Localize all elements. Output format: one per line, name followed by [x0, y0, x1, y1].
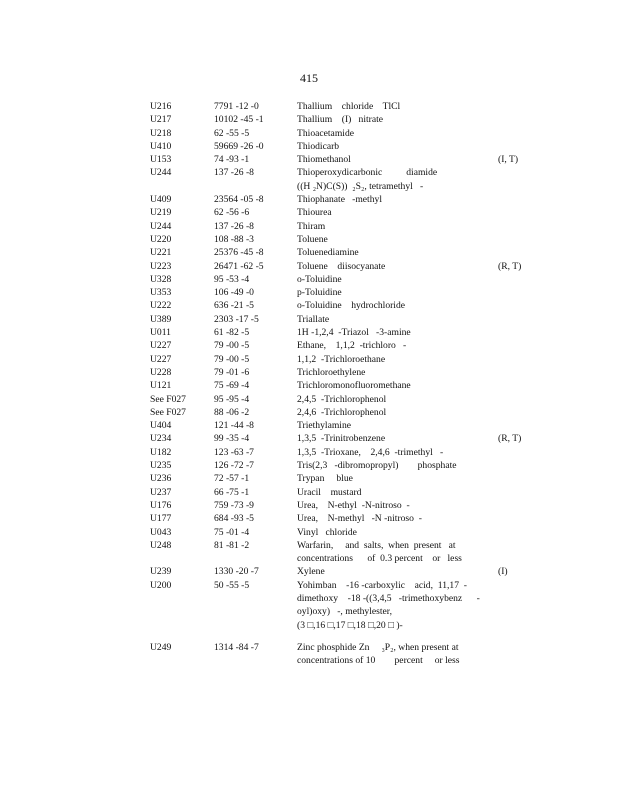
substance-name: [297, 100, 485, 113]
table-row: [0, 127, 618, 140]
substance-name-line: Thioperoxydicarbonic diamide: [297, 167, 438, 179]
substance-name: [297, 127, 485, 140]
waste-code: U328: [150, 273, 172, 285]
waste-code: U249: [150, 641, 172, 653]
table-row: [0, 446, 618, 459]
substance-name-line: concentrations of 0.3 percent or less: [297, 553, 462, 565]
waste-code: U217: [150, 114, 172, 126]
cas-number: 137 -26 -8: [214, 167, 254, 179]
table-row: [0, 526, 618, 539]
waste-code: U220: [150, 233, 172, 245]
table-row: [0, 260, 618, 273]
cas-number: 95 -53 -4: [214, 273, 250, 285]
table-row: [0, 113, 618, 126]
table-row: [0, 393, 618, 406]
substance-name: [297, 206, 485, 219]
substance-name-line: Thallium chloride TlCl: [297, 101, 401, 112]
substance-name-line: Yohimban -16 -carboxylic acid, 11,17 -: [297, 579, 467, 591]
waste-code: U236: [150, 473, 172, 485]
table-row: [0, 379, 618, 392]
waste-code: U235: [150, 460, 172, 472]
waste-code: U227: [150, 340, 172, 352]
substance-name-line: 2,4,6 -Trichlorophenol: [297, 406, 387, 418]
cas-number: 66 -75 -1: [214, 486, 250, 498]
substance-name: [297, 419, 485, 432]
substance-name-line: 2,4,5 -Trichlorophenol: [297, 393, 387, 405]
cas-number: 759 -73 -9: [214, 499, 254, 511]
substance-name: [297, 526, 485, 539]
cas-number: 23564 -05 -8: [214, 194, 264, 206]
waste-code: U228: [150, 366, 172, 378]
cas-number: 88 -06 -2: [214, 406, 250, 418]
waste-code: See F027: [150, 406, 186, 418]
substance-name: [297, 565, 485, 578]
table-row: [0, 486, 618, 499]
table-row: [0, 246, 618, 259]
substance-name-line: Trypan blue: [297, 473, 353, 485]
waste-code: U177: [150, 513, 172, 525]
waste-code: See F027: [150, 393, 186, 405]
substance-name: [297, 353, 485, 366]
cas-number: 59669 -26 -0: [214, 140, 264, 152]
substance-name-line: 1,3,5 -Trinitrobenzene: [297, 433, 386, 445]
substance-name: [297, 393, 485, 406]
substance-name-line: concentrations of 10 percent or less: [297, 655, 460, 667]
cas-number: 121 -44 -8: [214, 420, 254, 432]
waste-code: U353: [150, 287, 172, 299]
substance-name: [297, 273, 485, 286]
cas-number: 81 -81 -2: [214, 539, 250, 551]
substance-name-line: Thallium (I) nitrate: [297, 114, 384, 126]
table-row: [0, 353, 618, 366]
substance-name-line: Uracil mustard: [297, 486, 362, 498]
table-row: [0, 206, 618, 219]
substance-name: [297, 432, 485, 445]
cas-number: 79 -00 -5: [214, 340, 250, 352]
substance-name-line: 1,3,5 -Trioxane, 2,4,6 -trimethyl -: [297, 446, 444, 458]
substance-name-line: Triethylamine: [297, 420, 352, 432]
cas-number: 106 -49 -0: [214, 287, 254, 299]
waste-code: U153: [150, 154, 172, 166]
cas-number: 79 -00 -5: [214, 353, 250, 365]
hazard-code: (I): [498, 566, 508, 578]
cas-number: 10102 -45 -1: [214, 114, 264, 126]
page-number: 415: [300, 71, 318, 85]
table-row: [0, 472, 618, 485]
cas-number: 108 -88 -3: [214, 233, 254, 245]
hazard-code: (R, T): [498, 433, 522, 445]
substance-name-line: Ethane, 1,1,2 -trichloro -: [297, 340, 407, 352]
substance-name-line: o-Toluidine hydrochloride: [297, 300, 406, 312]
hazard-code: (I, T): [498, 154, 519, 166]
table-row: [0, 499, 618, 512]
cas-number: 75 -01 -4: [214, 526, 250, 538]
waste-code: U182: [150, 446, 172, 458]
waste-code: U239: [150, 566, 172, 578]
substance-name: [297, 233, 485, 246]
substance-name: [297, 166, 485, 193]
table-row: [0, 459, 618, 472]
substance-name-line: Zinc phosphide Zn ₃P₂, when present at: [297, 641, 459, 653]
substance-name-line: Trichloromonofluoromethane: [297, 380, 411, 392]
substance-name-line: Xylene: [297, 566, 325, 578]
substance-name: [297, 326, 485, 339]
table-row: [0, 286, 618, 299]
substance-name: [297, 459, 485, 472]
waste-code: U218: [150, 127, 172, 139]
cas-number: 126 -72 -7: [214, 460, 254, 472]
substance-name: [297, 539, 485, 566]
table-row: [0, 539, 618, 566]
waste-code: U121: [150, 380, 172, 392]
substance-name: [297, 406, 485, 419]
substance-name: [297, 486, 485, 499]
substance-name: [297, 220, 485, 233]
cas-number: 25376 -45 -8: [214, 247, 264, 259]
cas-number: 636 -21 -5: [214, 300, 254, 312]
substance-name-line: o-Toluidine: [297, 273, 342, 285]
substance-name-line: Thiram: [297, 220, 326, 232]
substance-name: [297, 246, 485, 259]
cas-number: 95 -95 -4: [214, 393, 250, 405]
substance-name-line: Triallate: [297, 313, 330, 325]
substance-name-line: (3 □,16 □,17 □,18 □,20 □ )-: [297, 619, 403, 631]
substance-name-line: Toluenediamine: [297, 247, 359, 259]
substance-name: [297, 512, 485, 525]
waste-code: U410: [150, 140, 172, 152]
waste-code: U043: [150, 526, 172, 538]
waste-code: U227: [150, 353, 172, 365]
substance-name: [297, 472, 485, 485]
substance-name: [297, 140, 485, 153]
table-row: [0, 366, 618, 379]
substance-name: [297, 113, 485, 126]
hazard-code: (R, T): [498, 260, 522, 272]
substance-name-line: Thiophanate -methyl: [297, 194, 382, 206]
table-row: [0, 193, 618, 206]
substance-name-line: Thiourea: [297, 207, 332, 219]
cas-number: 75 -69 -4: [214, 380, 250, 392]
cas-number: 50 -55 -5: [214, 579, 250, 591]
cas-number: 1314 -84 -7: [214, 641, 259, 653]
waste-code: U200: [150, 579, 172, 591]
table-row: [0, 273, 618, 286]
table-row: [0, 641, 618, 668]
substance-name-line: 1,1,2 -Trichloroethane: [297, 353, 386, 365]
cas-number: 2303 -17 -5: [214, 313, 259, 325]
waste-code: U222: [150, 300, 172, 312]
cas-number: 62 -56 -6: [214, 207, 250, 219]
waste-code: U237: [150, 486, 172, 498]
substance-name-line: oyl)oxy) -, methylester,: [297, 606, 392, 618]
cas-number: 72 -57 -1: [214, 473, 250, 485]
substance-name: [297, 299, 485, 312]
substance-name-line: Urea, N-methyl -N -nitroso -: [297, 513, 422, 525]
substance-name: [297, 286, 485, 299]
substance-name: [297, 499, 485, 512]
substance-name-line: 1H -1,2,4 -Triazol -3-amine: [297, 327, 411, 339]
table-row: [0, 512, 618, 525]
cas-number: 79 -01 -6: [214, 366, 250, 378]
waste-code: U409: [150, 194, 172, 206]
substance-name-line: Thiomethanol: [297, 154, 351, 166]
cas-number: 137 -26 -8: [214, 220, 254, 232]
waste-code: U234: [150, 433, 172, 445]
chemical-table: [0, 100, 618, 667]
table-row: [0, 406, 618, 419]
table-row: [0, 326, 618, 339]
waste-code: U216: [150, 101, 172, 112]
waste-code: U244: [150, 167, 172, 179]
table-row: [0, 579, 618, 641]
waste-code: U404: [150, 420, 172, 432]
substance-name: [297, 193, 485, 206]
substance-name-line: Tris(2,3 -dibromopropyl) phosphate: [297, 460, 457, 472]
table-row: [0, 100, 618, 113]
table-row: [0, 233, 618, 246]
substance-name: [297, 313, 485, 326]
cas-number: 74 -93 -1: [214, 154, 250, 166]
substance-name: [297, 339, 485, 352]
substance-name-line: dimethoxy -18 -((3,4,5 -trimethoxybenz -: [297, 592, 480, 604]
table-row: [0, 153, 618, 166]
substance-name-line: Trichloroethylene: [297, 366, 366, 378]
table-row: [0, 432, 618, 445]
waste-code: U223: [150, 260, 172, 272]
cas-number: 99 -35 -4: [214, 433, 250, 445]
table-row: [0, 166, 618, 193]
substance-name-line: Toluene diisocyanate: [297, 260, 386, 272]
substance-name-line: Vinyl chloride: [297, 526, 357, 538]
substance-name: [297, 153, 485, 166]
substance-name: [297, 641, 485, 668]
table-row: [0, 220, 618, 233]
substance-name-line: Urea, N-ethyl -N-nitroso -: [297, 499, 410, 511]
cas-number: 62 -55 -5: [214, 127, 250, 139]
substance-name-line: ((H ₂N)C(S)) ₂S₂, tetramethyl -: [297, 180, 424, 192]
waste-code: U176: [150, 499, 172, 511]
cas-number: 61 -82 -5: [214, 327, 250, 339]
substance-name: [297, 446, 485, 459]
substance-name: [297, 579, 485, 632]
substance-name: [297, 379, 485, 392]
cas-number: 7791 -12 -0: [214, 101, 259, 112]
substance-name-line: Thioacetamide: [297, 127, 355, 139]
substance-name: [297, 366, 485, 379]
substance-name-line: Toluene: [297, 233, 328, 245]
cas-number: 26471 -62 -5: [214, 260, 264, 272]
waste-code: U221: [150, 247, 172, 259]
table-row: [0, 140, 618, 153]
table-row: [0, 313, 618, 326]
cas-number: 684 -93 -5: [214, 513, 254, 525]
substance-name-line: Warfarin, and salts, when present at: [297, 539, 456, 551]
table-row: [0, 339, 618, 352]
table-row: [0, 419, 618, 432]
waste-code: U011: [150, 327, 171, 339]
waste-code: U248: [150, 539, 172, 551]
waste-code: U244: [150, 220, 172, 232]
substance-name: [297, 260, 485, 273]
cas-number: 1330 -20 -7: [214, 566, 259, 578]
waste-code: U389: [150, 313, 172, 325]
substance-name-line: p-Toluidine: [297, 287, 342, 299]
table-row: [0, 299, 618, 312]
table-row: [0, 565, 618, 578]
waste-code: U219: [150, 207, 172, 219]
substance-name-line: Thiodicarb: [297, 140, 340, 152]
cas-number: 123 -63 -7: [214, 446, 254, 458]
